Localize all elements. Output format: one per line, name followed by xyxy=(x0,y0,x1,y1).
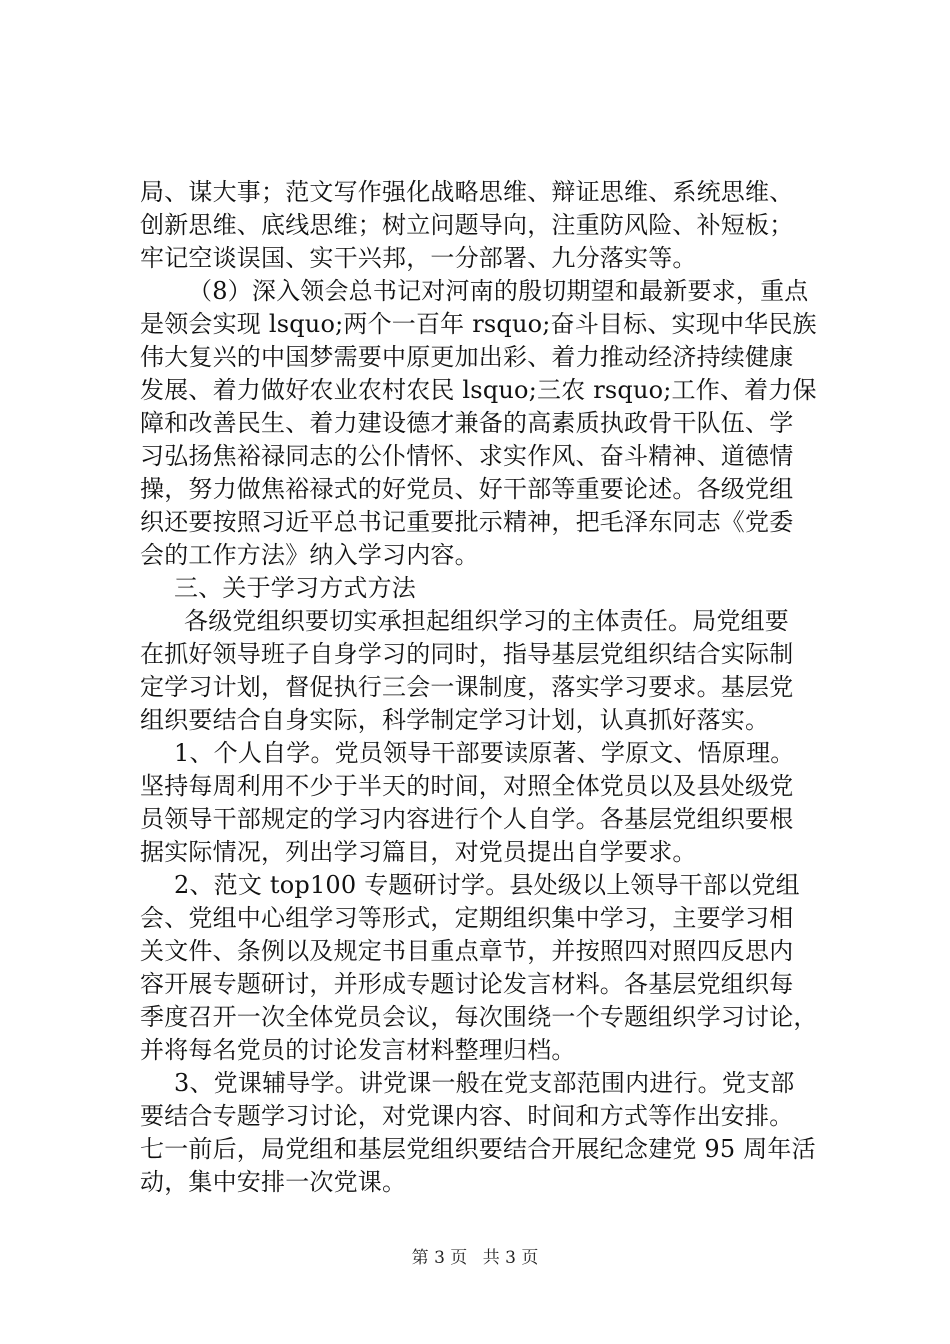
text-line: 要结合专题学习讨论，对党课内容、时间和方式等作出安排。 xyxy=(140,1102,794,1130)
text-line: 各级党组织要切实承担起组织学习的主体责任。局党组要 xyxy=(184,607,789,635)
text-line: 局、谋大事；范文写作强化战略思维、辩证思维、系统思维、 xyxy=(140,178,794,206)
text-line: 七一前后，局党组和基层党组织要结合开展纪念建党 95 周年活 xyxy=(140,1135,816,1163)
text-line: 习弘扬焦裕禄同志的公仆情怀、求实作风、奋斗精神、道德情 xyxy=(140,442,794,470)
page-total: 共 3 页 xyxy=(482,1248,539,1268)
page-number: 第 3 页 xyxy=(411,1248,468,1268)
text-line: 3、党课辅导学。讲党课一般在党支部范围内进行。党支部 xyxy=(174,1069,795,1097)
text-line: 织还要按照习近平总书记重要批示精神，把毛泽东同志《党委 xyxy=(140,508,794,536)
text-line: 关文件、条例以及规定书目重点章节，并按照四对照四反思内 xyxy=(140,937,794,965)
text-line: （8）深入领会总书记对河南的殷切期望和最新要求，重点 xyxy=(188,277,809,305)
text-line: 定学习计划，督促执行三会一课制度，落实学习要求。基层党 xyxy=(140,673,794,701)
text-line: 发展、着力做好农业农村农民 lsquo;三农 rsquo;工作、着力保 xyxy=(140,376,817,404)
text-line: 障和改善民生、着力建设德才兼备的高素质执政骨干队伍、学 xyxy=(140,409,794,437)
text-line: 会的工作方法》纳入学习内容。 xyxy=(140,541,479,569)
text-line: 据实际情况，列出学习篇目，对党员提出自学要求。 xyxy=(140,838,697,866)
text-line: 创新思维、底线思维；树立问题导向，注重防风险、补短板； xyxy=(140,211,794,239)
text-line: 伟大复兴的中国梦需要中原更加出彩、着力推动经济持续健康 xyxy=(140,343,794,371)
text-line: 是领会实现 lsquo;两个一百年 rsquo;奋斗目标、实现中华民族 xyxy=(140,310,817,338)
page-footer xyxy=(0,1246,950,1270)
text-line: 操，努力做焦裕禄式的好党员、好干部等重要论述。各级党组 xyxy=(140,475,794,503)
text-line: 组织要结合自身实际，科学制定学习计划，认真抓好落实。 xyxy=(140,706,770,734)
section-heading: 三、关于学习方式方法 xyxy=(174,574,416,602)
text-line: 坚持每周利用不少于半天的时间，对照全体党员以及县处级党 xyxy=(140,772,794,800)
text-line: 动，集中安排一次党课。 xyxy=(140,1168,407,1196)
text-line: 员领导干部规定的学习内容进行个人自学。各基层党组织要根 xyxy=(140,805,794,833)
text-line: 会、党组中心组学习等形式，定期组织集中学习，主要学习相 xyxy=(140,904,794,932)
text-line: 容开展专题研讨，并形成专题讨论发言材料。各基层党组织每 xyxy=(140,970,794,998)
text-line: 并将每名党员的讨论发言材料整理归档。 xyxy=(140,1036,576,1064)
document-body xyxy=(140,176,840,1199)
text-line: 2、范文 top100 专题研讨学。县处级以上领导干部以党组 xyxy=(174,871,800,899)
text-line: 1、个人自学。党员领导干部要读原著、学原文、悟原理。 xyxy=(174,739,795,767)
text-line: 牢记空谈误国、实干兴邦，一分部署、九分落实等。 xyxy=(140,244,697,272)
text-line: 季度召开一次全体党员会议，每次围绕一个专题组织学习讨论， xyxy=(140,1003,818,1031)
text-line: 在抓好领导班子自身学习的同时，指导基层党组织结合实际制 xyxy=(140,640,794,668)
